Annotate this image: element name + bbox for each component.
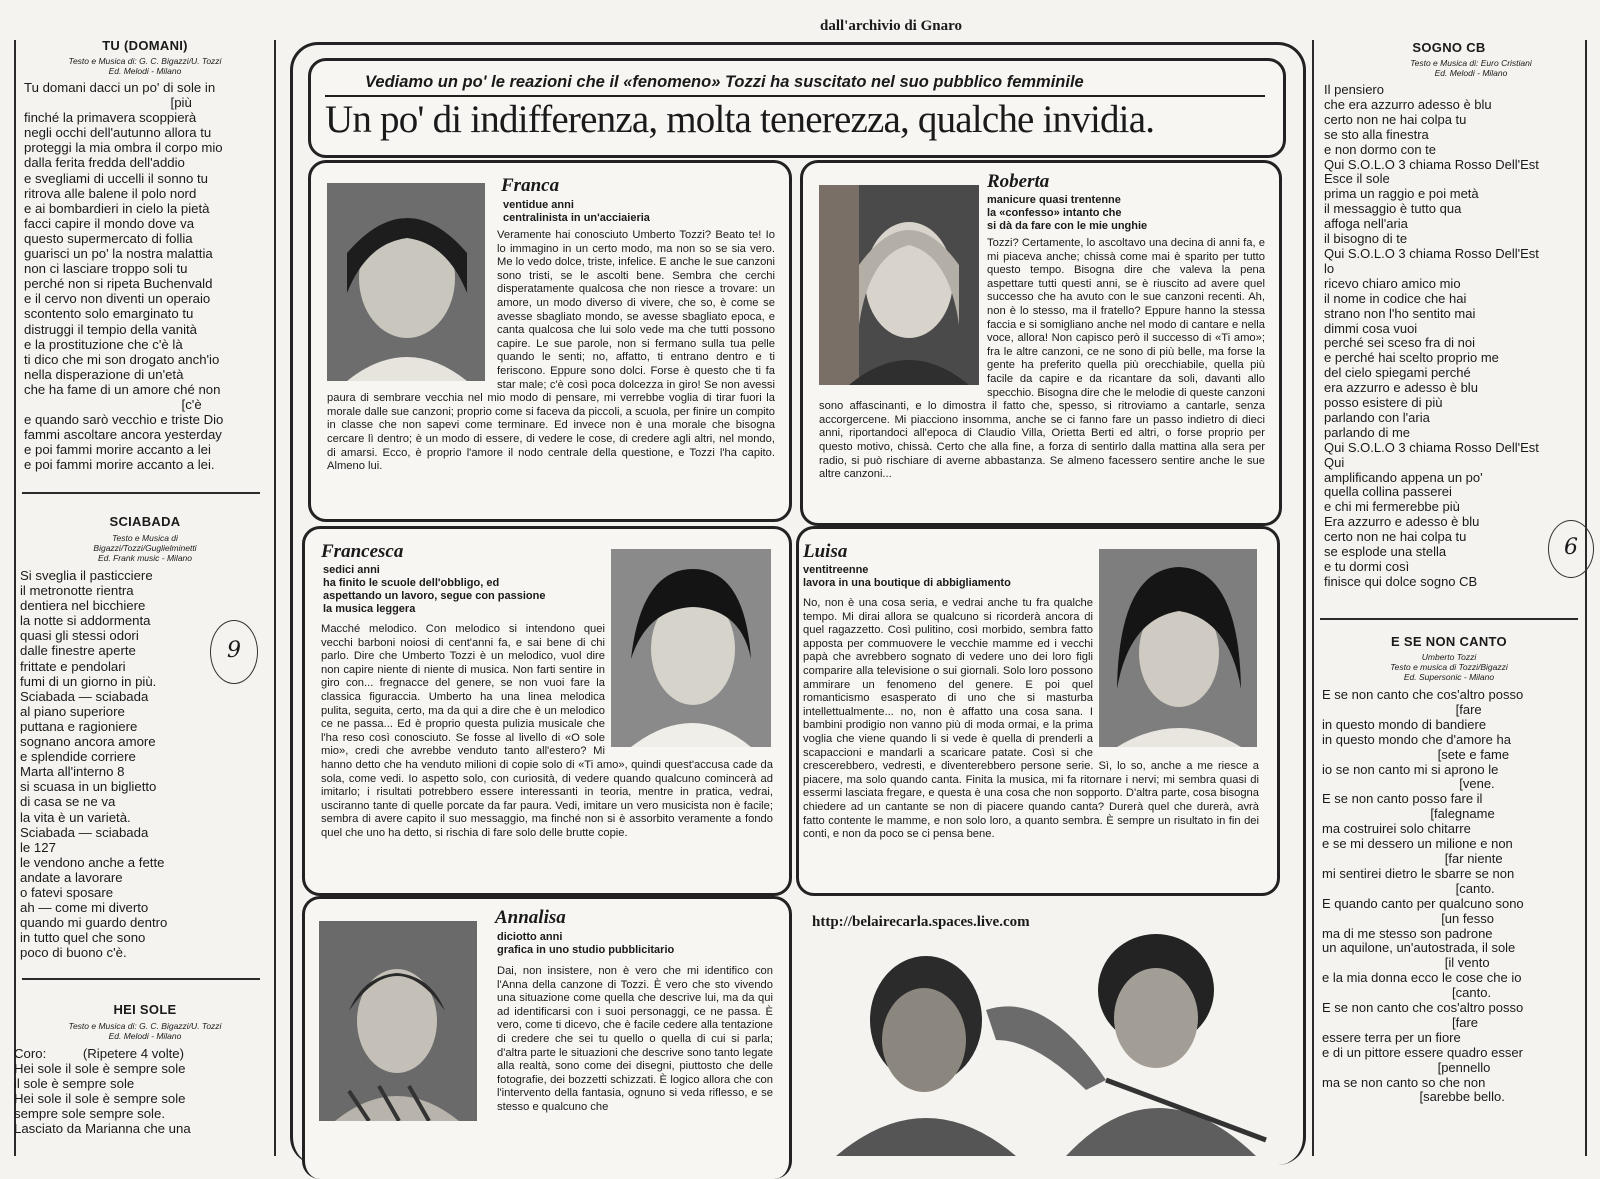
- panel-text: Tozzi? Certamente, lo ascoltavo una decina di anni fa, e mi piaceva anche; chissà come mai è sparito per tutto questo tempo. Bisogna dire che valeva la pena aspettare tutti questi anni, se è riuscito ad avere quel successo che ha avuto con le sue canzoni recenti. Ah, non è lo stesso, ma il fratello? Eppure hanno la stessa faccia e si somigliano anche nel modo di cantare e nella voce, allora! Non capisco però il successo di «Ti amo»; fra le altre canzoni, ce ne sono di più belle, ma forse la gente ha preferito quella più orecchiabile, quella più facile da capire e da ricantare da soli, davanti allo specchio. Bisogna dire che le melodie di queste canzoni sono affascinanti, e lo dimostra il fatto che, spesso, si ritroviamo a cantarle, senza accorgercene. Mi piacciono insomma, anche se ci fanno fare un passo indietro di dieci anni, riportandoci all'epoca di Claudio Villa, Orietta Berti ed altri, o forse proprio per questo motivo, chissà. Certo che alla fine, a forza di sentirlo dalla mattina alla sera per radio, si può rischiare di averne abbastanza. Se almeno facessero sentire anche le sue altre canzoni...: [819, 237, 1265, 481]
- panel-text-wrap: [803, 597, 1259, 889]
- song-lyrics-tu-domani: Tu domani dacci un po' di sole in [più finché la primavera scoppierà negli occhi dell'autunno allora tu proteggi la mia ombra il corpo mio dalla ferita fredda dell'addio e svegliami di uccelli il sonno tu ritrova alle balene il polo nord e ai bombardieri in cielo la pietà facci capire il mondo dove va questo supermercato di follia guarisci un po' la nostra malattia non ci lasciare troppo soli tu perché non si ripeta Buchenvald e il cervo non diventi un operaio scontento solo emarginato tu distruggi il tempio della vanità e la prostituzione che c'è là ti dico che mi son drogato anch'io nella disperazione di un'età che ha fame di un amore ché non [c'è e quando sarò vecchio e triste Dio fammi ascoltare ancora yesterday e poi fammi morire accanto a lei e poi fammi morire accanto a lei.: [24, 80, 224, 473]
- song-divider: [1320, 618, 1578, 620]
- left-column-rule-outer: [14, 40, 16, 1156]
- article-header-box: [308, 58, 1286, 158]
- panel-desc: sedici anni: [323, 564, 380, 576]
- tozzi-brothers-photo: [806, 930, 1276, 1156]
- song-lyrics-sciabada: Si sveglia il pasticciere il metronotte rientra dentiera nel bicchiere la notte si addormenta quasi gli stessi odori dalle finestre aperte frittate e pendolari fumi di un giorno in più. Sciabada — sciabada al piano superiore puttana e ragioniere sognano ancora amore e splendide corriere Marta all'interno 8 si scuasa in un biglietto di casa se ne va la vita è un varietà. Sciabada — sciabada le 127 le vendono anche a fette andate a lavorare o fatevi sposare ah — come mi diverto quando mi guardo dentro in tutto quel che sono poco di buono c'è.: [20, 568, 168, 961]
- song-credit: Testo e Musica di: G. C. Bigazzi/U. Tozzi: [68, 56, 222, 66]
- song-divider: [22, 978, 260, 980]
- panel-name: Franca: [501, 175, 560, 196]
- song-credit: Testo e Musica di: G. C. Bigazzi/U. Tozzi: [68, 1021, 222, 1031]
- handwritten-circle-mark: [210, 620, 258, 684]
- song-lyrics-hei-sole: Coro: (Ripetere 4 volte) Hei sole il sole è sempre sole il sole è sempre sole Hei sole il sole è sempre sole sempre sole sempre sole. Lasciato da Marianna che una: [14, 1046, 191, 1137]
- article-headline: Un po' di indifferenza, molta tenerezza, qualche invidia.: [325, 98, 1155, 141]
- panel-desc: grafica in uno studio pubblicitario: [497, 944, 675, 956]
- panel-name: Luisa: [803, 541, 848, 562]
- panel-desc: ventitreenne: [803, 564, 869, 576]
- song-title-sogno-cb: SOGNO CB: [1412, 40, 1486, 55]
- song-divider: [22, 492, 260, 494]
- song-title-hei-sole: HEI SOLE: [113, 1002, 177, 1017]
- song-credit: Ed. Supersonic - Milano: [1403, 672, 1495, 682]
- panel-desc: aspettando un lavoro, segue con passione: [323, 590, 546, 602]
- song-credit: Umberto Tozzi: [1421, 652, 1477, 662]
- right-column-rule: [1312, 40, 1314, 1156]
- panel-desc: ventidue anni: [503, 199, 574, 211]
- panel-text-wrap: [497, 965, 773, 1175]
- song-credit: Ed. Melodi - Milano: [108, 66, 182, 76]
- song-title-e-se-non-canto: E SE NON CANTO: [1391, 634, 1507, 649]
- panel-name: Roberta: [987, 171, 1050, 192]
- panel-text-wrap: [819, 237, 1265, 517]
- song-credit: Testo e Musica di: Euro Cristiani: [1410, 58, 1532, 68]
- panel-text-wrap: [327, 229, 775, 513]
- panel-annalisa: [302, 896, 792, 1179]
- handwritten-circle-mark: [1548, 520, 1594, 578]
- panel-desc: centralinista in un'acciaieria: [503, 212, 650, 224]
- panel-francesca: [302, 526, 792, 896]
- song-lyrics-e-se-non-canto: E se non canto che cos'altro posso [fare in questo mondo di bandiere in questo mondo che d'amore ha [sete e fame io se non canto mi si aprono le [vene. E se non canto posso fare il [falegname ma costruirei solo chitarre e se mi dessero un milione e non [far niente mi sentirei dietro le sbarre se non [canto. E quando canto per qualcuno sono [un fesso ma di me stesso son padrone un aquilone, un'autostrada, il sole [il vento e la mia donna ecco le cose che io [canto. E se non canto che cos'altro posso [fare essere terra per un fiore e di un pittore essere quadro esser [pennello ma se non canto so che non [sarebbe bello.: [1322, 687, 1524, 1105]
- panel-text: Macché melodico. Con melodico si intendono quei vecchi barboni noiosi di cent'anni fa, e sai bene di chi parlo. Dire che Umberto Tozzi è un melodico, vuol dire non capire niente di niente di musica. Non farti sentire in giro con... fregnacce del genere, se non vuoi fare la classica figuraccia. Umberto ha una linea melodica pulita, seguita, certo, ma da qui a dire che è un melodico ce ne passa... Ed è proprio questa pulizia musicale che l'ha reso così conosciuto. Se fosse al livello di «O sole mio», credi che avrebbe venduto tanto all'estero? Mi hanno detto che ha venduto milioni di copie solo di «Ti amo», quindi quest'accusa cade da sola, come vedi. Io aspetto solo, con curiosità, di vedere quando qualcuno comincerà ad imitarlo; i risultati potrebbero essere interessanti in teoria, mentre in pratica, vedrai, usciranno tante di quelle porcate da far paura. Vedi, imitare un vero musicista non è facile; sembra di avere capito il suo messaggio, ma finché non si è assorbito veramente a fondo quel che uno ha detto, si rischia di fare solo delle brutte copie.: [321, 623, 773, 839]
- song-credit: Ed. Melodi - Milano: [108, 1031, 182, 1041]
- song-credit: Ed. Frank music - Milano: [98, 553, 192, 563]
- song-credit: Testo e Musica di: [112, 533, 178, 543]
- song-credit: Ed. Melodi - Milano: [1434, 68, 1508, 78]
- song-lyrics-sogno-cb: Il pensiero che era azzurro adesso è blu certo non ne hai colpa tu se sto alla finestra e non dormo con te Qui S.O.L.O 3 chiama Rosso Dell'Est Esce il sole prima un raggio e poi metà il messaggio è tutto qua affoga nell'aria il bisogno di te Qui S.O.L.O 3 chiama Rosso Dell'Est lo ricevo chiaro amico mio il nome in codice che hai strano non l'ho sentito mai dimmi cosa vuoi perché sei sceso fra di noi e perché hai scelto proprio me del cielo spiegami perché era azzurro e adesso è blu posso esistere di più parlando con l'aria parlando di me Qui S.O.L.O 3 chiama Rosso Dell'Est Qui amplificando appena un po' quella collina passerei e chi mi fermerebbe più Era azzurro e adesso è blu certo non ne hai colpa tu se esplode una stella e tu dormi così finisce qui dolce sogno CB: [1324, 82, 1539, 589]
- left-column-rule: [274, 40, 276, 1156]
- panel-desc: diciotto anni: [497, 931, 563, 943]
- panel-franca: [308, 160, 792, 522]
- panel-name: Annalisa: [495, 907, 566, 928]
- article-kicker: Vediamo un po' le reazioni che il «fenomeno» Tozzi ha suscitato nel suo pubblico femminile: [365, 73, 1084, 91]
- panel-desc: la «confesso» intanto che: [987, 207, 1122, 219]
- song-title-tu-domani: TU (DOMANI): [102, 38, 188, 53]
- panel-text: Dai, non insistere, non è vero che mi identifico con l'Anna della canzone di Tozzi. È vero che sto vivendo una situazione come quella che descrive lui, ma da qui ad identificarsi con i suoi personaggi, ce ne passa. È vero, come ti dicevo, che è facile cedere alla tentazione di credere che sei tu quello o quella di cui si parla; d'altra parte le situazioni che descrive sono tanto legate alla realtà, sono come dei disegni, piuttosto che delle fotografie, dei bozzetti schizzati. È logico allora che con l'intervento della fantasia, ognuno si veda riflesso, e se stesso e qualcuno che: [497, 965, 773, 1113]
- panel-luisa: [796, 526, 1280, 896]
- promo-photo-area: [806, 900, 1276, 1156]
- panel-text: Veramente hai conosciuto Umberto Tozzi? Beato te! Io lo immagino in un certo modo, ma non so se sia vero. Me lo vedo dolce, triste, infelice. E anche le sue canzoni sono tristi, se le ascolti bene. Sembra che cerchi disperatamente qualcosa che non riesce a trovare: un amore, un modo diverso di vivere, che so, è come se avesse sbagliato mondo, se avesse sbagliato epoca, e canta qualcosa che lui solo vede ma che tutti possono capire. Le sue parole, non si fermano sulla tua pelle quando le senti; no, affatto, ti entrano dentro e ti feriscono. Eppure sono dolci. Forse è questo che ti fa star male; c'è così poca dolcezza in giro! Se non avessi paura di sembrare vecchia nel mio modo di pensare, mi verrebbe voglia di tirar fuori la morale dalle sue canzoni; proprio come si faceva da piccoli, a scuola, per finire un compito in classe che non sapevi come terminare. Ed invece non è una morale che bisogna cercare lì dentro; è un modo di essere, di vedere le cose, di credere agli altri, nel mondo, di amarsi. Ecco, è proprio l'amore il nodo centrale della questione, e Tozzi l'ha capito. Almeno lui.: [327, 229, 775, 473]
- song-credit: Testo e musica di Tozzi/Bigazzi: [1390, 662, 1508, 672]
- panel-roberta: [800, 160, 1282, 526]
- panel-desc: lavora in una boutique di abbigliamento: [803, 577, 1011, 589]
- credit-url: http://belairecarla.spaces.live.com: [812, 914, 1030, 930]
- photo-annalisa: [319, 921, 477, 1121]
- panel-name: Francesca: [321, 541, 404, 562]
- panel-text: No, non è una cosa seria, e vedrai anche tu fra qualche tempo. Mi dirai allora se qualcuno si ricorderà ancora di quel ragazzetto. Così pulitino, così morbido, sembra fatto apposta per commuovere le vecchie mamme ed i vecchi papà che avrebbero sognato di vedere uno dei loro figli comparire alla televisione o sui giornali. Solo loro possono ammirare un fenomeno del genere. E poi quel romanticismo esasperato di uno che si masturba intellettualmente... no, non è affatto una cosa sana. I bambini prodigio non vanno più di moda ormai, e la prima voglia che viene quando li si vede è quella di prenderli a scapaccioni e mandarli a scaricare patate. Così si che crescerebbero, vedresti, e diventerebbero persone serie. Sì, lo so, anche a me riesce a piacere, ma solo quando canta. Finita la musica, mi fa ritornare i nervi; mi sembra quasi di essermi lasciata fregare, e questa è una cosa che non sopporto. D'altra parte, cosa bisogna chiedere ad un cantante se non di piacere quando canta? Durerà quel che durerà, avrà fatto contente le mamme, e non solo loro, a quanto sembra. È sempre un risultato in fin dei conti, e non da poco se ci pensa bene.: [803, 597, 1259, 841]
- song-title-sciabada: SCIABADA: [109, 514, 181, 529]
- panel-text-wrap: [321, 623, 773, 889]
- panel-desc: manicure quasi trentenne: [987, 194, 1121, 206]
- panel-desc: si dà da fare con le mie unghie: [987, 220, 1148, 232]
- panel-desc: la musica leggera: [323, 603, 416, 615]
- margin-mark-text: 9: [227, 638, 241, 663]
- panel-desc: ha finito le scuole dell'obbligo, ed: [323, 577, 500, 589]
- song-credit: Bigazzi/Tozzi/Guglielminetti: [93, 543, 197, 553]
- archive-note: dall'archivio di Gnaro: [820, 18, 962, 34]
- margin-mark-text: 6: [1564, 535, 1578, 560]
